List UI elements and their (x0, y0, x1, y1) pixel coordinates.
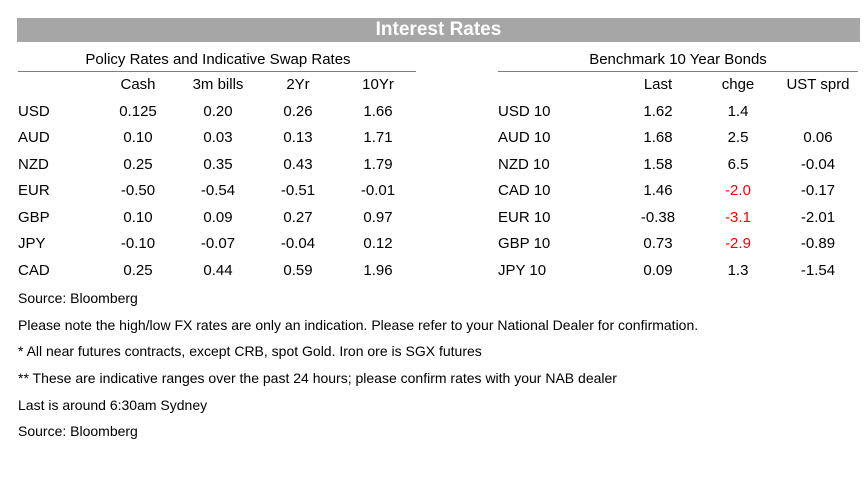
bills-3m-cell: -0.07 (200, 235, 236, 252)
table-row (498, 231, 858, 258)
table-row (498, 205, 858, 232)
table-row (18, 231, 418, 258)
table-row (498, 178, 858, 205)
swap-2yr-cell: -0.04 (280, 235, 316, 252)
table-row (498, 99, 858, 126)
swap-2yr-cell: 0.59 (283, 261, 313, 279)
swap-2yr-cell: 0.26 (283, 102, 313, 120)
bond-label: AUD 10 (498, 129, 551, 146)
swap-10yr-cell: 0.97 (363, 208, 393, 226)
bills-3m-cell: -0.54 (200, 182, 236, 199)
footnote-line: Please note the high/low FX rates are only an indication. Please refer to your National Dealer for confirmation. (18, 316, 699, 333)
ust-spread-cell: -0.17 (800, 182, 836, 199)
footnote-line: Source: Bloomberg (18, 290, 138, 306)
cash-rate-cell: 0.10 (123, 129, 153, 146)
cash-rate-cell: -0.50 (120, 182, 156, 199)
benchmark-bonds-table (498, 72, 858, 284)
ust-spread-cell: -2.01 (800, 208, 836, 226)
change-cell: 6.5 (727, 155, 749, 173)
last-yield-cell: 1.62 (643, 102, 673, 120)
currency-label: AUD (18, 129, 50, 146)
bond-label: GBP 10 (498, 235, 551, 252)
change-cell: -2.9 (725, 235, 751, 252)
bills-3m-cell: 0.44 (203, 261, 233, 279)
last-yield-cell: 0.09 (643, 261, 673, 279)
last-yield-cell: 0.73 (643, 235, 673, 252)
swap-10yr-cell: 1.71 (363, 129, 393, 146)
bills-3m-cell: 0.09 (203, 208, 233, 226)
bond-label: CAD 10 (498, 182, 551, 199)
change-cell: 1.3 (727, 261, 749, 279)
table-row (18, 125, 418, 152)
cash-rate-cell: -0.10 (120, 235, 156, 252)
change-cell: -3.1 (725, 208, 751, 226)
column-header-3m-bills: 3m bills (192, 76, 244, 93)
swap-10yr-cell: -0.01 (360, 182, 396, 199)
swap-10yr-cell: 0.12 (363, 235, 393, 252)
last-yield-cell: -0.38 (640, 208, 676, 226)
column-header-chge: chge (721, 76, 755, 93)
bills-3m-cell: 0.03 (203, 129, 233, 146)
column-header-10yr: 10Yr (362, 76, 394, 93)
table-row (18, 178, 418, 205)
currency-label: GBP (18, 208, 50, 226)
table-row (18, 99, 418, 126)
column-header-ust-sprd: UST sprd (786, 76, 850, 93)
swap-2yr-cell: 0.13 (283, 129, 313, 146)
bills-3m-cell: 0.20 (203, 102, 233, 120)
policy-rates-table (18, 72, 418, 284)
currency-label: USD (18, 102, 50, 120)
change-cell: 1.4 (727, 102, 749, 120)
swap-10yr-cell: 1.96 (363, 261, 393, 279)
cash-rate-cell: 0.125 (119, 102, 157, 120)
footnote-line: ** These are indicative ranges over the past 24 hours; please confirm rates with your NAB dealer (18, 370, 617, 387)
column-header (18, 72, 98, 99)
change-cell: -2.0 (725, 182, 751, 199)
swap-2yr-cell: 0.27 (283, 208, 313, 226)
ust-spread-cell: -0.89 (800, 235, 836, 252)
policy-header-row (18, 72, 418, 99)
bond-label: NZD 10 (498, 155, 550, 173)
cash-rate-cell: 0.25 (123, 155, 153, 173)
benchmark-bonds-title: Benchmark 10 Year Bonds (589, 51, 767, 68)
table-row (18, 258, 418, 285)
bond-label: USD 10 (498, 102, 551, 120)
last-yield-cell: 1.68 (643, 129, 673, 146)
swap-2yr-cell: 0.43 (283, 155, 313, 173)
policy-rates-title: Policy Rates and Indicative Swap Rates (85, 51, 351, 68)
table-row (498, 258, 858, 285)
table-row (498, 152, 858, 179)
currency-label: EUR (18, 182, 50, 199)
bills-3m-cell: 0.35 (203, 155, 233, 173)
swap-10yr-cell: 1.79 (363, 155, 393, 173)
cash-rate-cell: 0.10 (123, 208, 153, 226)
swap-2yr-cell: -0.51 (280, 182, 316, 199)
footnotes (18, 285, 698, 445)
last-yield-cell: 1.58 (643, 155, 673, 173)
ust-spread-cell: -0.04 (800, 155, 836, 173)
column-header-2yr: 2Yr (286, 76, 310, 93)
currency-label: CAD (18, 261, 50, 279)
footnote-line: Last is around 6:30am Sydney (18, 396, 208, 413)
bond-label: JPY 10 (498, 261, 547, 279)
column-header (498, 72, 618, 99)
bond-label: EUR 10 (498, 208, 551, 226)
page-title-banner: Interest Rates (17, 18, 860, 42)
cash-rate-cell: 0.25 (123, 261, 153, 279)
column-header-last: Last (643, 76, 673, 93)
footnote-line: Source: Bloomberg (18, 423, 138, 440)
bonds-header-row (498, 72, 858, 99)
column-header-cash: Cash (120, 76, 156, 93)
change-cell: 2.5 (727, 129, 749, 146)
currency-label: NZD (18, 155, 49, 173)
last-yield-cell: 1.46 (643, 182, 673, 199)
ust-spread-cell: -1.54 (800, 261, 836, 279)
table-row (18, 152, 418, 179)
table-row (18, 205, 418, 232)
swap-10yr-cell: 1.66 (363, 102, 393, 120)
ust-spread-cell: 0.06 (803, 129, 833, 146)
currency-label: JPY (18, 235, 46, 252)
table-row (498, 125, 858, 152)
ust-spread-cell (778, 99, 858, 126)
footnote-line: * All near futures contracts, except CRB, spot Gold. Iron ore is SGX futures (18, 343, 482, 360)
